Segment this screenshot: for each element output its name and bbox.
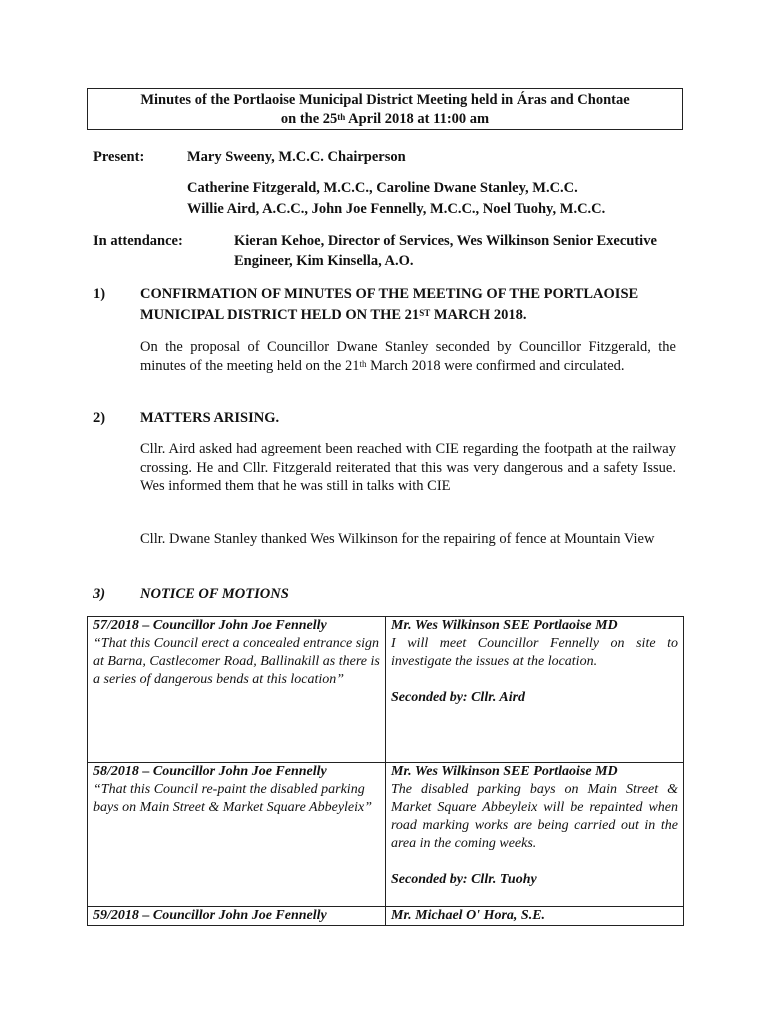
table-row	[88, 907, 684, 926]
section-1-heading-sup: ST	[419, 308, 431, 318]
section-1-number: 1)	[93, 286, 106, 302]
section-1-heading-post: MARCH 2018.	[430, 307, 527, 323]
response-cell	[386, 907, 684, 926]
motion-text: “That this Council re-paint the disabled parking bays on Main Street & Market Square Abbeyleix”	[93, 782, 373, 815]
section-1-para-pre: On the proposal of Councillor Dwane Stanley seconded by Councillor Fitzgerald, the minutes of the meeting held on the 21	[140, 339, 676, 374]
motion-heading: 59/2018 – Councillor John Joe Fennelly	[93, 908, 327, 923]
section-3-heading: NOTICE OF MOTIONS	[140, 586, 289, 602]
motion-cell	[88, 617, 386, 763]
present-label: Present:	[93, 149, 145, 165]
section-1-heading-pre: CONFIRMATION OF MINUTES OF THE MEETING OF THE PORTLAOISE MUNICIPAL DISTRICT HELD ON THE 21	[140, 286, 639, 323]
attendance-text: Kieran Kehoe, Director of Services, Wes Wilkinson Senior Executive Engineer, Kim Kinsella, A.O.	[234, 233, 657, 269]
section-2-number: 2)	[93, 410, 106, 426]
minutes-title	[87, 88, 683, 130]
motion-cell	[88, 763, 386, 907]
section-1-heading	[140, 284, 680, 326]
response-cell	[386, 763, 684, 907]
response-heading: Mr. Wes Wilkinson SEE Portlaoise MD	[391, 764, 618, 779]
title-line-2	[88, 110, 682, 129]
title-date-post: April 2018 at 11:00 am	[345, 111, 490, 127]
present-members-line-2: Willie Aird, A.C.C., John Joe Fennelly, M.C.C., Noel Tuohy, M.C.C.	[187, 201, 606, 217]
section-1-paragraph	[140, 338, 676, 375]
title-date-sup: th	[337, 112, 346, 122]
title-line-1: Minutes of the Portlaoise Municipal District Meeting held in Áras and Chontae	[140, 92, 630, 108]
seconded-by: Seconded by: Cllr. Tuohy	[391, 872, 537, 887]
section-2-paragraph-2: Cllr. Dwane Stanley thanked Wes Wilkinson for the repairing of fence at Mountain View	[140, 531, 655, 547]
motion-text: “That this Council erect a concealed entrance sign at Barna, Castlecomer Road, Ballinakill as there is a series of dangerous bends at this location”	[93, 636, 380, 687]
motion-heading: 58/2018 – Councillor John Joe Fennelly	[93, 764, 327, 779]
present-chairperson: Mary Sweeny, M.C.C. Chairperson	[187, 149, 406, 165]
title-date-pre: on the 25	[280, 111, 338, 127]
table-row	[88, 617, 684, 763]
response-text: I will meet Councillor Fennelly on site to investigate the issues at the location.	[391, 636, 678, 669]
seconded-by: Seconded by: Cllr. Aird	[391, 690, 526, 705]
motions-table	[87, 616, 684, 926]
response-heading: Mr. Michael O' Hora, S.E.	[391, 908, 546, 923]
response-cell	[386, 617, 684, 763]
section-2-paragraph-1: Cllr. Aird asked had agreement been reached with CIE regarding the footpath at the railway crossing. He and Cllr. Fitzgerald reiterated that this was very dangerous and a safety Issue. Wes informed them that he was still in talks with CIE	[140, 441, 676, 494]
present-members-line-1: Catherine Fitzgerald, M.C.C., Caroline Dwane Stanley, M.C.C.	[187, 180, 578, 196]
section-1-para-sup: th	[359, 358, 367, 369]
attendance-label: In attendance:	[93, 233, 183, 249]
motion-heading: 57/2018 – Councillor John Joe Fennelly	[93, 618, 327, 633]
table-row	[88, 763, 684, 907]
section-3-number: 3)	[93, 586, 106, 602]
section-2-heading: MATTERS ARISING.	[140, 410, 280, 426]
response-text: The disabled parking bays on Main Street & Market Square Abbeyleix will be repainted when road marking works are being carried out in the area in the coming weeks.	[391, 782, 678, 851]
section-1-para-post: March 2018 were confirmed and circulated.	[366, 357, 625, 374]
motion-cell	[88, 907, 386, 926]
response-heading: Mr. Wes Wilkinson SEE Portlaoise MD	[391, 618, 618, 633]
